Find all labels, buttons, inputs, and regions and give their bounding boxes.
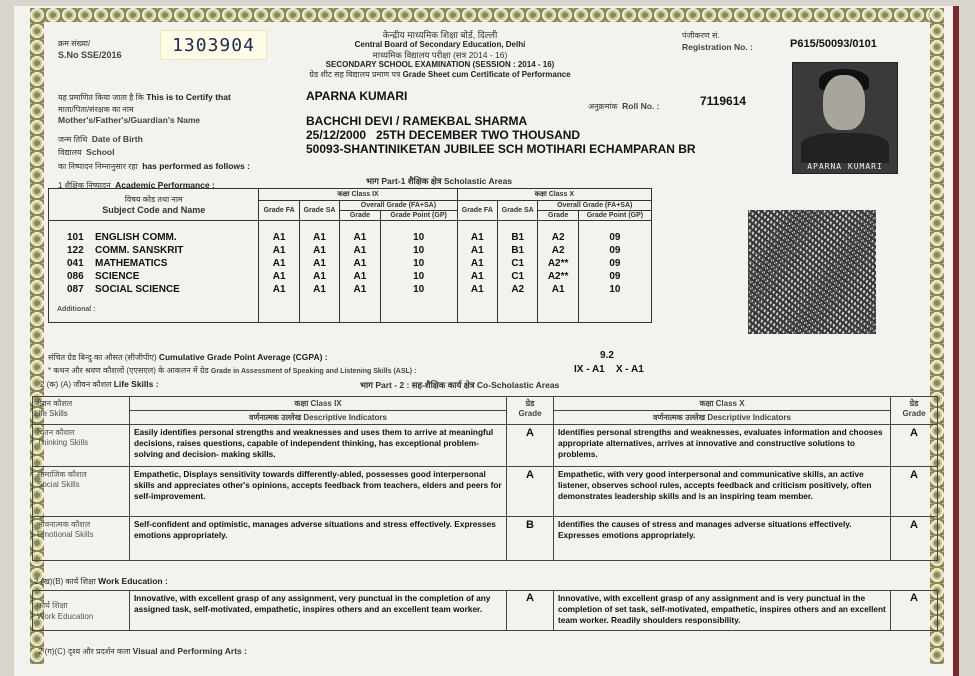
subject-row: 086 SCIENCE A1 A1 A1 10 A1 C1 A2** 09 (49, 270, 652, 283)
visual-arts-label-hindi: 2 (ग)(C) दृश्य और प्रदर्शन कला (38, 647, 131, 656)
doc-title: Grade Sheet cum Certificate of Performance (402, 70, 571, 79)
x-grade-fa-header: Grade FA (457, 201, 497, 221)
registration-label: Registration No. : (682, 42, 753, 52)
doc-title-hindi: ग्रेड शीट सह विद्यालय प्रमाण पत्र (309, 70, 401, 79)
part2-label: भाग Part - 2 : सह-शैक्षिक कार्य क्षेत्र Co-Scholastic Areas (360, 380, 560, 390)
board-name: Central Board of Secondary Education, Delhi (354, 40, 526, 49)
cgpa-label-hindi: संचित ग्रेड बिन्दु का औसत (सीजीपीए) (48, 353, 157, 362)
academic-label: Academic Performance : (115, 180, 215, 190)
academic-label-hindi: 1 शैक्षिक निष्पादन (58, 181, 111, 190)
board-name-hindi: केन्द्रीय माध्यमिक शिक्षा बोर्ड, दिल्ली (382, 30, 498, 40)
roll-label: Roll No. : (622, 101, 660, 111)
performed-hindi: का निष्पादन निम्नानुसार रहा (58, 162, 138, 171)
asl-label: Grade in Assessment of Speaking and Listening Skills (ASL) : (210, 368, 417, 375)
roll-number: 7119614 (700, 94, 747, 108)
asl-value: IX - A1 X - A1 (574, 364, 644, 375)
photo-caption: APARNA KUMARI (807, 162, 883, 171)
certify-label-hindi: यह प्रमाणित किया जाता है कि (58, 93, 144, 102)
performed-label: has performed as follows : (142, 161, 250, 171)
school-name: 50093-SHANTINIKETAN JUBILEE SCH MOTIHARI ECHAMPARAN BR (306, 142, 696, 156)
visual-arts-label: Visual and Performing Arts : (132, 646, 247, 656)
date-of-birth: 25/12/2000 25TH DECEMBER TWO THOUSAND (306, 128, 581, 142)
subject-row: 122 COMM. SANSKRIT A1 A1 A1 10 A1 B1 A2 09 (49, 244, 652, 257)
school-label: School (86, 147, 115, 157)
cgpa-value: 9.2 (600, 350, 614, 361)
ix-grade-sa-header: Grade SA (299, 201, 339, 221)
life-skills-table (32, 396, 938, 561)
asl-label-hindi: * कथन और श्रवण कौशलों (एएसएल) के आकलन में ग्रेड (48, 366, 209, 375)
subject-header: विषय कोड तथा नाम Subject Code and Name (49, 189, 259, 221)
ix-grade-header: Grade (340, 211, 380, 221)
cgpa-label: Cumulative Grade Point Average (CGPA) : (158, 352, 328, 362)
class-x-header: कक्षा Class X (457, 189, 651, 201)
student-photo (792, 62, 898, 174)
life-skill-row-emotional: भावनात्मक कौशल Emotional Skills Self-confident and optimistic, manages adverse situations and stress effectively. Expresses emotions appropriately. B Identifies the causes of stress and manages adverse situations effectively. Expresses emotions appropriately. A (33, 517, 938, 561)
roll-label-hindi: अनुक्रमांक (588, 102, 618, 111)
exam-name: SECONDARY SCHOOL EXAMINATION (SESSION : 2014 - 16) (325, 60, 555, 69)
subject-row: 041 MATHEMATICS A1 A1 A1 10 A1 C1 A2** 09 (49, 257, 652, 270)
qr-code (748, 210, 876, 334)
exam-name-hindi: माध्यमिक विद्यालय परीक्षा (सत्र 2014 - 16) (372, 50, 508, 60)
dob-label: Date of Birth (91, 134, 143, 144)
ix-gp-header: Grade Point (GP) (380, 211, 457, 221)
roll-label-group (588, 96, 659, 114)
ls-class-x-header: कक्षा Class X (554, 397, 891, 411)
class-ix-header: कक्षा Class IX (259, 189, 457, 201)
dob-label-hindi: जन्म तिथि (58, 135, 88, 144)
registration-label-hindi: पंजीकरण सं. (682, 31, 720, 40)
cgpa-line (48, 352, 328, 363)
certify-line (58, 92, 231, 103)
asl-line (48, 365, 416, 376)
life-skills-label-hindi: 2 (क) (A) जीवन कौशल (40, 380, 112, 389)
ls-class-ix-header: कक्षा Class IX (130, 397, 507, 411)
performed-line (58, 156, 250, 174)
x-grade-sa-header: Grade SA (498, 201, 538, 221)
decorative-border-left (30, 8, 44, 664)
ls-x-grade-header: ग्रेड Grade (891, 397, 938, 425)
certify-label: This is to Certify that (146, 92, 231, 102)
life-skills-col-header: जीवन कौशल Life Skills (33, 397, 130, 425)
part1-label: भाग Part-1 शैक्षिक क्षेत्र Scholastic Areas (366, 176, 513, 186)
decorative-border-right (930, 8, 944, 664)
life-skills-label: Life Skills : (113, 379, 159, 389)
parents-label-hindi: माता/पिता/संरक्षक का नाम (58, 105, 134, 114)
parents-label: Mother's/Father's/Guardian's Name (58, 115, 201, 125)
decorative-border-top (30, 8, 942, 22)
work-education-section-label (34, 576, 168, 587)
serial-number: 1303904 (160, 30, 267, 60)
x-gp-header: Grade Point (GP) (578, 211, 651, 221)
x-grade-header: Grade (538, 211, 578, 221)
school-label-hindi: विद्यालय (58, 148, 82, 157)
ls-x-descriptive-header: वर्णनात्मक उल्लेख Descriptive Indicators (554, 411, 891, 425)
work-label: Work Education : (98, 576, 168, 586)
student-name: APARNA KUMARI (306, 89, 408, 103)
ix-grade-fa-header: Grade FA (259, 201, 299, 221)
serial-label: S.No SSE/2016 (58, 50, 122, 60)
subject-row: 101 ENGLISH COMM. A1 A1 A1 10 A1 B1 A2 09 (49, 231, 652, 244)
board-header (290, 30, 590, 80)
life-skills-section-label (40, 379, 159, 390)
work-education-row: कार्य शिक्षा Work Education Innovative, with excellent grasp of any assignment, very punctual in the completion of any assigned task, self-motivated, empathetic, inspires others and an excellent team worker. A Innovative, with excellent grasp of any assignment and is very punctual in the completion of set task, self-motivated, empathetic, inspires others and an excellent team worker. Readily shoulders responsibility. A (33, 591, 938, 631)
ix-overall-header: Overall Grade (FA+SA) (340, 201, 457, 211)
life-skill-row-thinking: चिंतन कौशल Thinking Skills Easily identifies personal strengths and weaknesses and uses them to arrive at meaningful decisions, raises questions, capable of independent thinking, has exceptional problem- solving and decision- making skills. A Identifies personal strengths and weaknesses, evaluates information and chooses appropriate alternatives, arrives at innovative and constructive solutions to problems. A (33, 425, 938, 467)
additional-row: Additional : (49, 296, 652, 323)
ls-ix-descriptive-header: वर्णनात्मक उल्लेख Descriptive Indicators (130, 411, 507, 425)
work-label-hindi: 2 (ख)(B) कार्य शिक्षा (34, 577, 96, 586)
ls-ix-grade-header: ग्रेड Grade (507, 397, 554, 425)
serial-label-hindi: क्रम संख्या/ (58, 39, 91, 48)
visual-arts-section-label (38, 646, 247, 657)
subject-row: 087 SOCIAL SCIENCE A1 A1 A1 10 A1 A2 A1 10 (49, 283, 652, 296)
life-skill-row-social: सामाजिक कौशल Social Skills Empathetic, Displays sensitivity towards differently-abled, possesses good interpersonal skills and appreciates other's opinions, accepts feedback from teachers, elders and peers for self-improvement. A Empathetic, with very good interpersonal and communicative skills, an active listener, observes school rules, accepts feedback and criticism positively, often demonstrates leadership skills and is an inspiring team member. A (33, 467, 938, 517)
x-overall-header: Overall Grade (FA+SA) (538, 201, 652, 211)
work-education-table (32, 590, 938, 631)
registration-number: P615/50093/0101 (790, 38, 877, 50)
academic-table (48, 188, 652, 323)
parents-name: BACHCHI DEVI / RAMEKBAL SHARMA (306, 114, 528, 128)
